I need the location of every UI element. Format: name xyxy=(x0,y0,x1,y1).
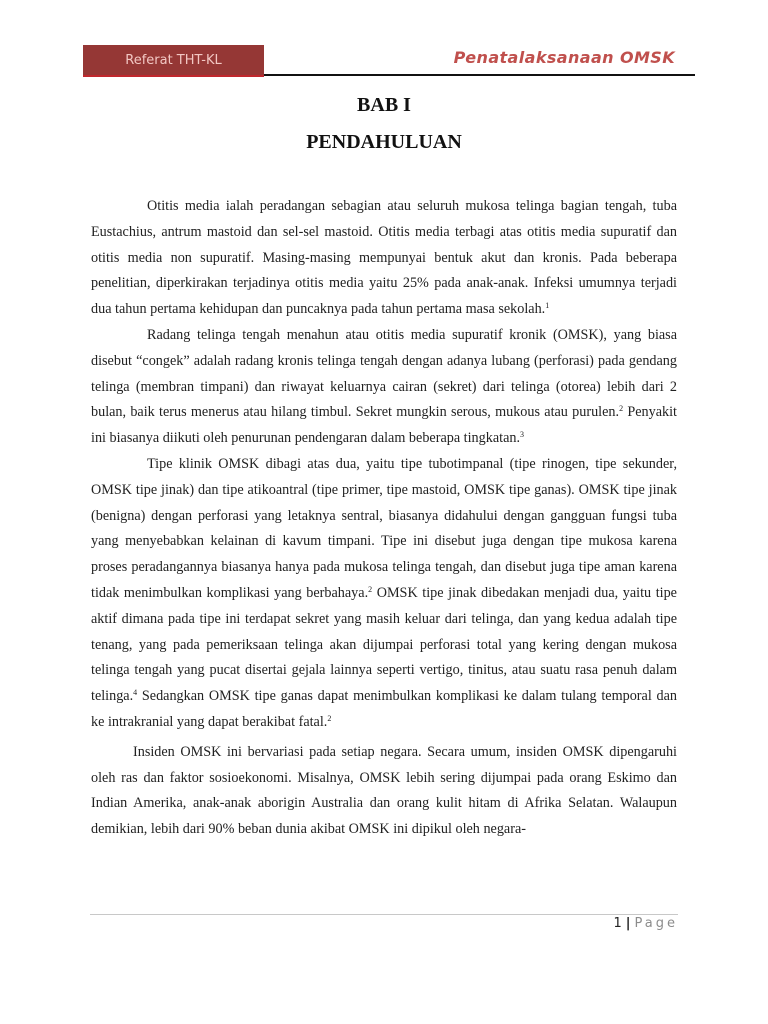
citation-ref: 2 xyxy=(368,584,373,594)
paragraph-text: OMSK tipe jinak dibedakan menjadi dua, yaitu tipe aktif dimana pada tipe ini terdapat sekret yang masih keluar dari telinga, dan yang kedua adalah tipe tenang, yang pada pemeriksaan telinga akan dijumpai perforasi total yang kering dengan mukosa telinga tengah yang pucat disertai gejala lainnya seperti vertigo, tinitus, atau suatu rasa penuh dalam telinga. xyxy=(91,584,677,705)
citation-ref: 3 xyxy=(520,430,525,440)
chapter-title: PENDAHULUAN xyxy=(306,131,462,153)
header-left-label: Referat THT-KL xyxy=(125,52,222,68)
footer-separator: | xyxy=(625,916,631,931)
paragraph xyxy=(91,194,677,323)
paragraph-text: Insiden OMSK ini bervariasi pada setiap negara. Secara umum, insiden OMSK dipengaruhi oleh ras dan faktor sosioekonomi. Misalnya, OMSK lebih sering dijumpai pada orang Eskimo dan Indian Amerika, anak-anak aborigin Australia dan orang kulit hitam di Afrika Selatan. Walaupun demikian, lebih dari 90% beban dunia akibat OMSK ini dipikul oleh negara- xyxy=(91,743,677,838)
header-title: Penatalaksanaan OMSK xyxy=(453,48,675,67)
citation-ref: 2 xyxy=(327,713,332,723)
paragraph xyxy=(91,452,677,736)
citation-ref: 2 xyxy=(619,404,624,414)
paragraph-text: Sedangkan OMSK tipe ganas dapat menimbulkan komplikasi ke dalam tulang temporal dan ke intrakranial yang dapat berakibat fatal. xyxy=(91,688,677,730)
paragraph xyxy=(91,323,677,452)
header-label-box xyxy=(83,45,264,77)
paragraph-text: Otitis media ialah peradangan sebagian atau seluruh mukosa telinga bagian tengah, tuba Eustachius, antrum mastoid dan sel-sel mastoid. Otitis media terbagi atas otitis media supuratif dan otitis media non supuratif. Masing-masing mempunyai bentuk akut dan kronis. Pada beberapa penelitian, diperkirakan terjadinya otitis media yaitu 25% pada anak-anak. Infeksi umumnya terjadi dua tahun pertama kehidupan dan puncaknya pada tahun pertama masa sekolah. xyxy=(91,198,677,318)
paragraph-text: Penyakit ini biasanya diikuti oleh penurunan pendengaran dalam beberapa tingkatan. xyxy=(91,404,677,447)
footer-rule xyxy=(90,914,678,915)
page-footer xyxy=(613,916,678,931)
paragraph xyxy=(91,740,677,843)
document-body xyxy=(91,194,677,843)
paragraph-text: Radang telinga tengah menahun atau otitis media supuratif kronik (OMSK), yang biasa disebut “congek” adalah radang kronis telinga tengah dengan adanya lubang (perforasi) pada gendang telinga (membran timpani) dan riwayat keluarnya cairan (sekret) dari telinga (otorea) lebih dari 2 bulan, baik terus menerus atau hilang timbul. Sekret mungkin serous, mukous atau purulen. xyxy=(91,326,677,421)
citation-ref: 1 xyxy=(545,301,550,311)
header-rule xyxy=(264,74,695,76)
citation-ref: 4 xyxy=(133,688,138,698)
page-label: Page xyxy=(634,916,678,931)
chapter-number: BAB I xyxy=(357,94,411,116)
page-number: 1 xyxy=(613,916,622,931)
paragraph-text: Tipe klinik OMSK dibagi atas dua, yaitu tipe tubotimpanal (tipe rinogen, tipe sekunder, OMSK tipe jinak) dan tipe atikoantral (tipe primer, tipe mastoid, OMSK tipe ganas). OMSK tipe jinak (benigna) dengan perforasi yang letaknya sentral, biasanya didahului dengan gangguan fungsi tuba yang menyebabkan kelainan di kavum timpani. Tipe ini disebut juga dengan tipe mukosa karena proses peradangannya biasanya hanya pada mukosa telinga tengah, dan disebut juga tipe aman karena tidak menimbulkan komplikasi yang berbahaya. xyxy=(91,455,677,601)
